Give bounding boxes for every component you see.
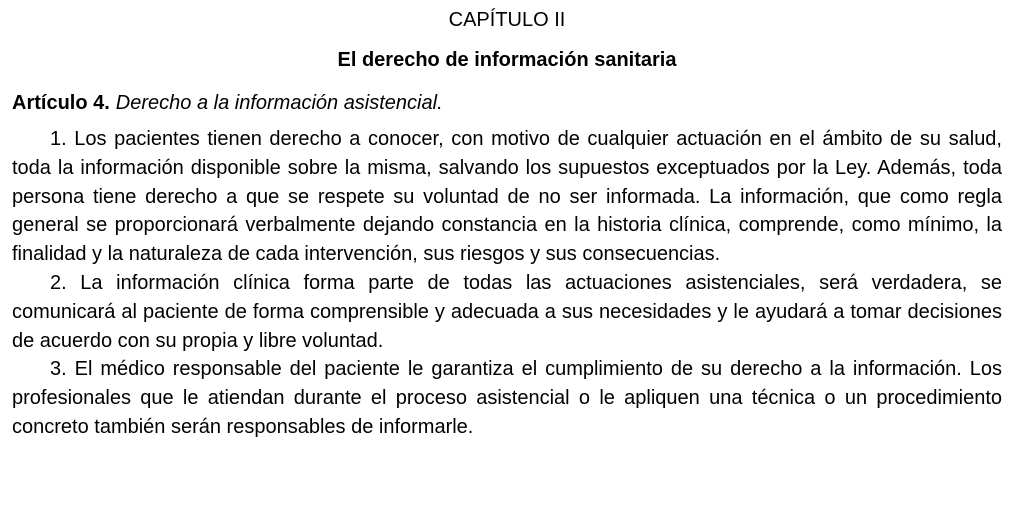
paragraph-2: 2. La información clínica forma parte de todas las actuaciones asistenciales, será verdadera, se comunicará al paciente de forma comprensible y adecuada a sus necesidades y le ayudará a tomar decisiones de acuerdo con su propia y libre voluntad. xyxy=(12,271,1002,352)
paragraph-3: 3. El médico responsable del paciente le garantiza el cumplimiento de su derecho a la información. Los profesionales que le atiendan durante el proceso asistencial o le apliquen una técnica o un procedimiento concreto también serán responsables de informarle. xyxy=(12,358,1002,438)
article-name: Derecho a la información asistencial. xyxy=(115,92,443,114)
article-body xyxy=(12,125,1002,442)
chapter-number: CAPÍTULO II xyxy=(448,9,566,31)
article-number: Artículo 4. xyxy=(12,92,110,114)
article-heading xyxy=(12,91,1002,115)
paragraph-1: 1. Los pacientes tienen derecho a conocer, con motivo de cualquier actuación en el ámbito de su salud, toda la información disponible sobre la misma, salvando los supuestos exceptuados por la Ley. Además, toda persona tiene derecho a que se respete su voluntad de no ser informada. La información, que como regla general se proporcionará verbalmente dejando constancia en la historia clínica, comprende, como mínimo, la finalidad y la naturaleza de cada intervención, sus riesgos y sus consecuencias. xyxy=(12,128,1002,266)
chapter-title: El derecho de información sanitaria xyxy=(337,49,677,71)
